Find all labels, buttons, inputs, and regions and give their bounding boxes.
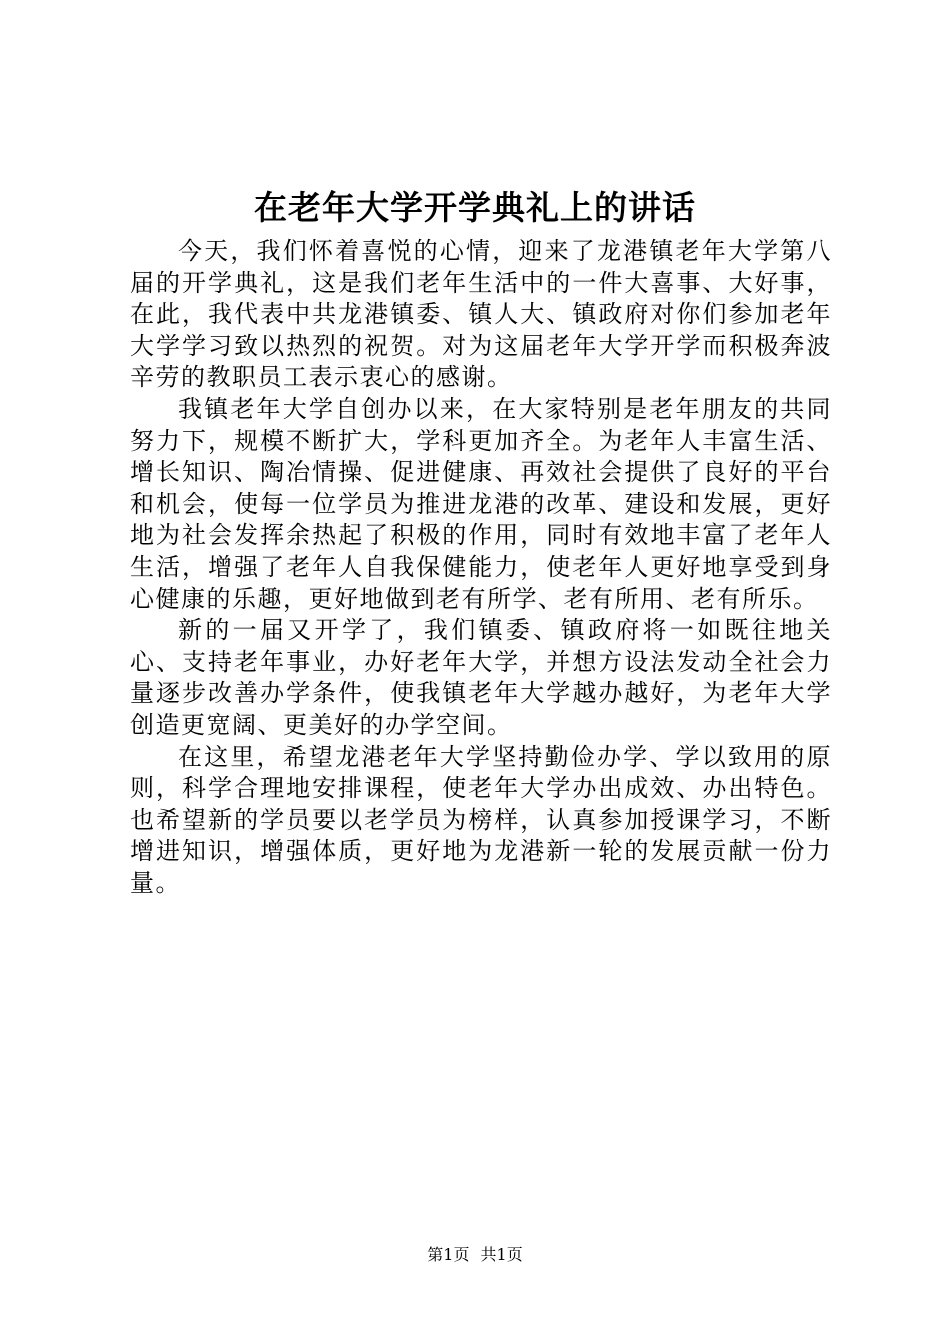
paragraph-2: 我镇老年大学自创办以来，在大家特别是老年朋友的共同努力下，规模不断扩大，学科更加齐全。为老年人丰富生活、增长知识、陶冶情操、促进健康、再效社会提供了良好的平台和机会，使每一位学员为推进龙港的改革、建设和发展，更好地为社会发挥余热起了积极的作用，同时有效地丰富了老年人生活，增强了老年人自我保健能力，使老年人更好地享受到身心健康的乐趣，更好地做到老有所学、老有所用、老有所乐。	[130, 394, 832, 613]
page-number-total: 共1页	[480, 1245, 523, 1264]
document-body	[130, 236, 832, 899]
paragraph-1: 今天，我们怀着喜悦的心情，迎来了龙港镇老年大学第八届的开学典礼，这是我们老年生活中的一件大喜事、大好事，在此，我代表中共龙港镇委、镇人大、镇政府对你们参加老年大学学习致以热烈的祝贺。对为这届老年大学开学而积极奔波辛劳的教职员工表示衷心的感谢。	[130, 237, 832, 392]
paragraph-3: 新的一届又开学了，我们镇委、镇政府将一如既往地关心、支持老年事业，办好老年大学，并想方设法发动全社会力量逐步改善办学条件，使我镇老年大学越办越好，为老年大学创造更宽阔、更美好的办学空间。	[130, 616, 832, 739]
page-number-current: 第1页	[427, 1245, 470, 1264]
paragraph-4: 在这里，希望龙港老年大学坚持勤俭办学、学以致用的原则，科学合理地安排课程，使老年大学办出成效、办出特色。也希望新的学员要以老学员为榜样，认真参加授课学习，不断增进知识，增强体质，更好地为龙港新一轮的发展贡献一份力量。	[130, 742, 832, 897]
document-title: 在老年大学开学典礼上的讲话	[254, 188, 696, 227]
page-footer	[0, 1244, 950, 1266]
